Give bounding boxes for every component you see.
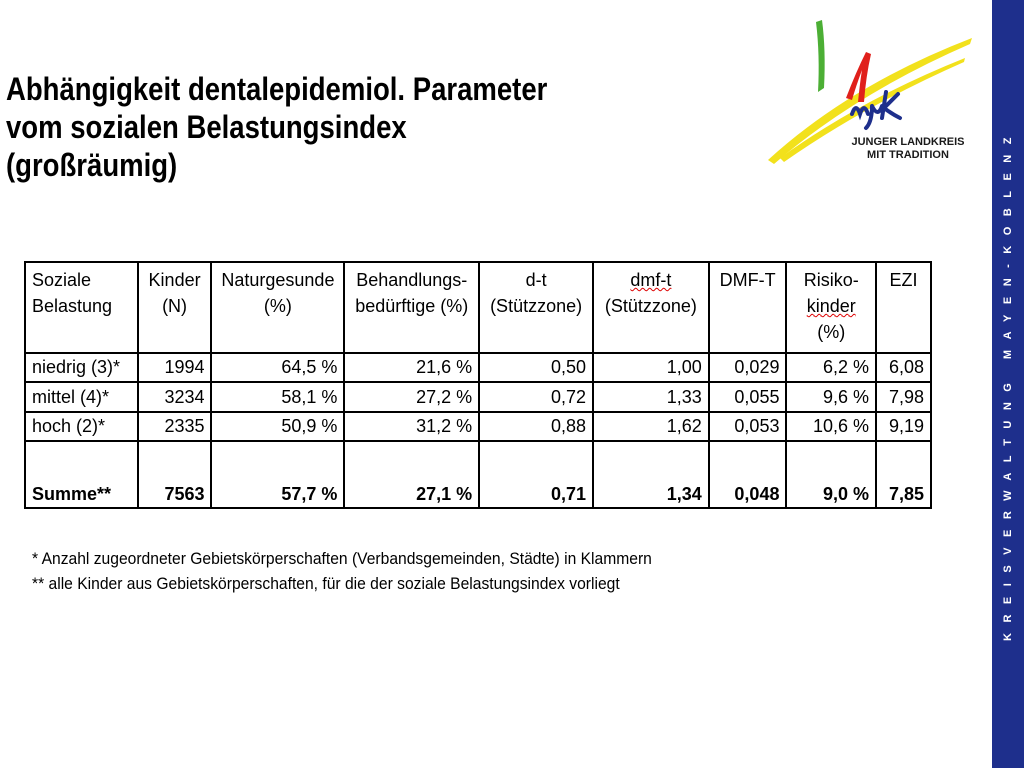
header-behandlungsbeduerftige bbox=[344, 262, 479, 353]
header-risikokinder bbox=[786, 262, 876, 353]
header-text: Belastung bbox=[32, 296, 113, 316]
table-cell: 7,85 bbox=[876, 441, 931, 508]
header-text: (%) bbox=[817, 322, 846, 342]
table-cell: 0,71 bbox=[479, 441, 593, 508]
header-text: DMF-T bbox=[719, 270, 776, 290]
table-sum-row bbox=[25, 441, 931, 508]
header-text: kinder bbox=[806, 296, 856, 316]
logo-tagline bbox=[838, 136, 978, 162]
table-cell: 10,6 % bbox=[786, 412, 876, 441]
table-cell: 9,6 % bbox=[786, 382, 876, 411]
table-cell: 27,2 % bbox=[344, 382, 479, 411]
table-header-row bbox=[25, 262, 931, 353]
table-cell: 50,9 % bbox=[211, 412, 344, 441]
sidebar-text: KREISVERWALTUNG MAYEN-KOBLENZ bbox=[1002, 127, 1014, 641]
page-title bbox=[6, 70, 625, 184]
table-cell: 58,1 % bbox=[211, 382, 344, 411]
title-line-2: vom sozialen Belastungsindex bbox=[6, 109, 407, 145]
header-text: d-t bbox=[525, 270, 547, 290]
table-cell: 1,33 bbox=[593, 382, 709, 411]
table-cell: 2335 bbox=[138, 412, 212, 441]
sidebar-band bbox=[992, 0, 1024, 768]
table-row bbox=[25, 382, 931, 411]
table-cell: 0,053 bbox=[709, 412, 787, 441]
footnote-2: ** alle Kinder aus Gebietskörperschaften, für die der soziale Belastungsindex vorliegt bbox=[32, 574, 620, 593]
table-cell: 7,98 bbox=[876, 382, 931, 411]
table-cell: 6,08 bbox=[876, 353, 931, 382]
data-table bbox=[24, 261, 932, 509]
header-soziale-belastung bbox=[25, 262, 138, 353]
header-text: (Stützzone) bbox=[490, 296, 583, 316]
header-text: Soziale bbox=[32, 270, 92, 290]
table-cell: 27,1 % bbox=[344, 441, 479, 508]
table-cell: 1994 bbox=[138, 353, 212, 382]
table-cell: 0,029 bbox=[709, 353, 787, 382]
table-cell: 0,72 bbox=[479, 382, 593, 411]
header-text: Behandlungs- bbox=[356, 270, 468, 290]
table-cell: Summe** bbox=[25, 441, 138, 508]
table-cell: 9,0 % bbox=[786, 441, 876, 508]
table-cell: 1,62 bbox=[593, 412, 709, 441]
header-text: dmf-t bbox=[630, 270, 672, 290]
logo-tagline-line-2: MIT TRADITION bbox=[867, 149, 949, 161]
table-cell: 1,00 bbox=[593, 353, 709, 382]
header-dmft-upper bbox=[709, 262, 787, 353]
header-text: (N) bbox=[162, 296, 188, 316]
header-ezi bbox=[876, 262, 931, 353]
table-cell: 0,50 bbox=[479, 353, 593, 382]
header-text: Naturgesunde bbox=[221, 270, 335, 290]
header-text: EZI bbox=[889, 270, 918, 290]
table-row bbox=[25, 353, 931, 382]
header-text: (Stützzone) bbox=[604, 296, 697, 316]
table-cell: 6,2 % bbox=[786, 353, 876, 382]
title-line-1: Abhängigkeit dentalepidemiol. Parameter bbox=[6, 71, 548, 107]
table-cell: 31,2 % bbox=[344, 412, 479, 441]
header-text: (%) bbox=[263, 296, 292, 316]
footnote-1: * Anzahl zugeordneter Gebietskörperschaften (Verbandsgemeinden, Städte) in Klammern bbox=[32, 549, 652, 568]
table-cell: hoch (2)* bbox=[25, 412, 138, 441]
header-dmft-lower bbox=[593, 262, 709, 353]
header-text: bedürftige (%) bbox=[355, 296, 469, 316]
header-text: Risiko- bbox=[803, 270, 859, 290]
table-cell: mittel (4)* bbox=[25, 382, 138, 411]
table-cell: 21,6 % bbox=[344, 353, 479, 382]
table-cell: 1,34 bbox=[593, 441, 709, 508]
table-cell: 0,88 bbox=[479, 412, 593, 441]
table-cell: 3234 bbox=[138, 382, 212, 411]
header-text: Kinder bbox=[148, 270, 201, 290]
table-cell: 57,7 % bbox=[211, 441, 344, 508]
logo-tagline-line-1: JUNGER LANDKREIS bbox=[851, 136, 965, 148]
header-kinder bbox=[138, 262, 212, 353]
footnotes bbox=[32, 546, 652, 596]
table-cell: niedrig (3)* bbox=[25, 353, 138, 382]
table-cell: 9,19 bbox=[876, 412, 931, 441]
table-row bbox=[25, 412, 931, 441]
table-cell: 64,5 % bbox=[211, 353, 344, 382]
header-dt bbox=[479, 262, 593, 353]
table-cell: 0,048 bbox=[709, 441, 787, 508]
title-line-3: (großräumig) bbox=[6, 147, 178, 183]
header-naturgesunde bbox=[211, 262, 344, 353]
table-cell: 7563 bbox=[138, 441, 212, 508]
table-cell: 0,055 bbox=[709, 382, 787, 411]
